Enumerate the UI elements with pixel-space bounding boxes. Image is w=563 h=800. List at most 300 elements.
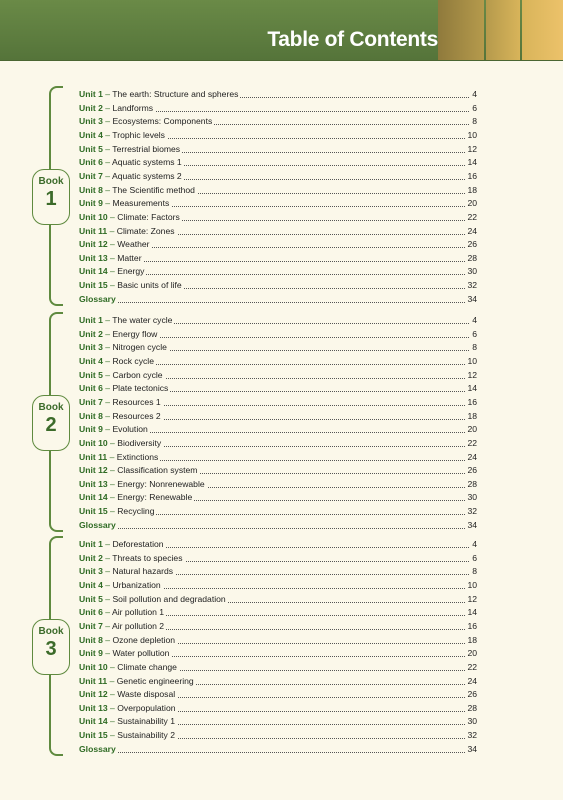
book-label-word: Book [38, 626, 64, 638]
page-number: 32 [467, 730, 477, 741]
toc-entry[interactable] [79, 715, 477, 728]
toc-entry[interactable] [79, 279, 477, 292]
unit-code: Unit 12 [79, 465, 108, 476]
entry-heading [79, 238, 152, 251]
entry-heading [79, 743, 118, 756]
entry-heading [79, 396, 163, 409]
page-number: 8 [472, 566, 477, 577]
unit-code: Unit 14 [79, 266, 108, 277]
page-number: 12 [467, 593, 477, 604]
unit-code: Unit 7 [79, 620, 103, 631]
page-number: 10 [467, 129, 477, 140]
dash-separator: – [102, 184, 113, 195]
unit-code: Unit 2 [79, 102, 103, 113]
unit-title: The earth: Structure and spheres [112, 89, 239, 99]
page-number: 12 [467, 369, 477, 380]
dash-separator: – [102, 143, 113, 154]
unit-code: Unit 4 [79, 355, 103, 366]
toc-entry[interactable] [79, 341, 477, 354]
entry-heading [79, 491, 194, 504]
unit-code: Glossary [79, 293, 116, 304]
page-number: 34 [467, 519, 477, 530]
entry-heading [79, 170, 184, 183]
toc-entry[interactable] [79, 647, 477, 660]
toc-entry[interactable] [79, 743, 477, 756]
dash-separator: – [107, 437, 118, 448]
toc-entry[interactable] [79, 355, 477, 368]
toc-entry[interactable] [79, 451, 477, 464]
toc-entry[interactable] [79, 579, 477, 592]
dash-separator: – [107, 465, 118, 476]
book-section [0, 314, 563, 532]
page-number: 20 [467, 424, 477, 435]
unit-title: Carbon cycle [112, 369, 163, 380]
page-number: 4 [472, 539, 477, 549]
entry-heading [79, 478, 207, 491]
dash-separator: – [102, 129, 113, 140]
page-number: 14 [467, 383, 477, 394]
page-number: 20 [467, 648, 477, 659]
unit-code: Glossary [79, 743, 116, 754]
toc-entry[interactable] [79, 688, 477, 701]
unit-title: Air pollution 1 [111, 607, 165, 618]
dash-separator: – [102, 648, 113, 659]
page-number: 12 [467, 143, 477, 154]
unit-code: Unit 3 [79, 566, 103, 577]
unit-code: Unit 4 [79, 579, 103, 590]
dash-separator: – [102, 579, 113, 590]
entry-heading [79, 293, 118, 306]
toc-entry[interactable] [79, 519, 477, 532]
unit-title: Weather [117, 239, 150, 250]
unit-title: Recycling [117, 506, 155, 517]
entry-heading [79, 410, 163, 423]
unit-code: Unit 11 [79, 451, 108, 462]
unit-title: Nitrogen cycle [112, 342, 167, 353]
dash-separator: – [107, 675, 117, 686]
dash-separator: – [107, 716, 118, 727]
unit-title: Climate: Factors [117, 211, 180, 222]
dot-leader [79, 528, 469, 529]
page-title: Table of Contents [267, 28, 438, 51]
unit-title: Evolution [112, 424, 148, 435]
entry-heading [79, 620, 166, 633]
page-number: 28 [467, 702, 477, 713]
page-number: 14 [467, 607, 477, 618]
entry-heading [79, 184, 197, 197]
decorative-strip [522, 0, 563, 60]
unit-title: Measurements [112, 198, 170, 209]
toc-entry[interactable] [79, 129, 477, 142]
entry-heading [79, 279, 184, 292]
dash-separator: – [102, 593, 113, 604]
book-label-word: Book [38, 176, 64, 188]
entry-heading [79, 538, 166, 551]
dash-separator: – [107, 266, 118, 277]
toc-entry[interactable] [79, 505, 477, 518]
toc-entry[interactable] [79, 538, 477, 551]
entry-heading [79, 102, 155, 115]
unit-code: Unit 9 [79, 648, 103, 659]
toc-entry[interactable] [79, 143, 477, 156]
entry-heading [79, 314, 174, 327]
unit-title: Air pollution 2 [111, 620, 165, 631]
unit-title: The water cycle [112, 315, 173, 325]
unit-title: Aquatic systems 2 [111, 170, 182, 181]
toc-entry[interactable] [79, 382, 477, 395]
unit-title: Terrestrial biomes [112, 143, 181, 154]
unit-title: Threats to species [112, 552, 183, 563]
entry-heading [79, 593, 228, 606]
dash-separator: – [107, 451, 117, 462]
unit-title: Landforms [112, 102, 154, 113]
page-number: 24 [467, 451, 477, 462]
page-number: 10 [467, 579, 477, 590]
page-number: 6 [472, 328, 477, 339]
entry-heading [79, 519, 118, 532]
page-number: 34 [467, 293, 477, 304]
dash-separator: – [107, 492, 118, 503]
dash-separator: – [102, 170, 112, 181]
page-number: 8 [472, 116, 477, 127]
book-label-number: 1 [45, 188, 57, 211]
unit-code: Unit 8 [79, 634, 103, 645]
toc-entry[interactable] [79, 265, 477, 278]
page-number: 16 [467, 170, 477, 181]
unit-code: Unit 5 [79, 369, 103, 380]
entry-heading [79, 437, 163, 450]
unit-title: Energy: Nonrenewable [117, 478, 205, 489]
dash-separator: – [102, 315, 113, 325]
entry-heading [79, 355, 156, 368]
unit-code: Unit 1 [79, 315, 103, 325]
page-number: 14 [467, 157, 477, 168]
page-number: 4 [472, 315, 477, 325]
entry-heading [79, 675, 196, 688]
entry-heading [79, 634, 177, 647]
unit-title: Climate: Zones [116, 225, 175, 236]
dash-separator: – [107, 661, 118, 672]
unit-code: Unit 13 [79, 252, 108, 263]
book-label-number: 2 [45, 414, 57, 437]
unit-title: Rock cycle [112, 355, 154, 366]
entry-heading [79, 369, 165, 382]
unit-title: Sustainability 1 [117, 716, 176, 727]
unit-title: Basic units of life [117, 280, 182, 291]
book-label [32, 619, 70, 675]
dash-separator: – [107, 506, 118, 517]
page-number: 20 [467, 198, 477, 209]
dot-leader [79, 752, 469, 753]
unit-title: Energy flow [112, 328, 158, 339]
unit-code: Unit 11 [79, 225, 108, 236]
book-label-word: Book [38, 402, 64, 414]
toc-entry[interactable] [79, 593, 477, 606]
unit-title: Trophic levels [112, 129, 165, 140]
unit-code: Unit 8 [79, 184, 103, 195]
unit-code: Unit 6 [79, 607, 103, 618]
unit-title: Water pollution [112, 648, 170, 659]
dash-separator: – [102, 396, 113, 407]
dash-separator: – [102, 355, 113, 366]
page-number: 24 [467, 675, 477, 686]
entry-heading [79, 715, 177, 728]
unit-code: Unit 4 [79, 129, 103, 140]
entry-heading [79, 143, 182, 156]
entry-heading [79, 341, 169, 354]
unit-title: Matter [117, 252, 142, 263]
entry-heading [79, 211, 182, 224]
unit-title: Energy [117, 266, 145, 277]
entry-heading [79, 423, 150, 436]
toc-entry[interactable] [79, 491, 477, 504]
unit-title: Sustainability 2 [117, 730, 176, 741]
toc-entry[interactable] [79, 156, 477, 169]
toc-entry[interactable] [79, 410, 477, 423]
dash-separator: – [102, 383, 113, 394]
unit-code: Unit 2 [79, 328, 103, 339]
page-number: 26 [467, 689, 477, 700]
toc-entry[interactable] [79, 396, 477, 409]
toc-entry[interactable] [79, 238, 477, 251]
unit-title: Urbanization [112, 579, 161, 590]
page-number: 22 [467, 437, 477, 448]
toc-entry[interactable] [79, 184, 477, 197]
toc-entry[interactable] [79, 102, 477, 115]
page-number: 32 [467, 506, 477, 517]
page-number: 30 [467, 266, 477, 277]
toc-entry[interactable] [79, 115, 477, 128]
dash-separator: – [102, 328, 113, 339]
unit-title: Ozone depletion [112, 634, 176, 645]
toc-entry[interactable] [79, 552, 477, 565]
unit-code: Unit 13 [79, 478, 108, 489]
dash-separator: – [102, 424, 113, 435]
unit-code: Unit 10 [79, 437, 108, 448]
page-number: 24 [467, 225, 477, 236]
unit-title: Ecosystems: Components [112, 116, 213, 127]
dot-leader [79, 302, 469, 303]
unit-title: Plate tectonics [112, 383, 169, 394]
page-number: 18 [467, 184, 477, 195]
toc-entry[interactable] [79, 314, 477, 327]
page-number: 22 [467, 211, 477, 222]
unit-code: Unit 2 [79, 552, 103, 563]
unit-code: Unit 6 [79, 383, 103, 394]
dash-separator: – [102, 369, 113, 380]
page-number: 28 [467, 252, 477, 263]
toc-entry[interactable] [79, 478, 477, 491]
entry-heading [79, 661, 179, 674]
dash-separator: – [102, 102, 113, 113]
page-number: 28 [467, 478, 477, 489]
entry-heading [79, 464, 199, 477]
dash-separator: – [102, 566, 113, 577]
toc-entry[interactable] [79, 565, 477, 578]
decorative-strip [486, 0, 520, 60]
unit-title: Natural hazards [112, 566, 174, 577]
toc-entry[interactable] [79, 702, 477, 715]
entry-heading [79, 382, 170, 395]
dash-separator: – [102, 607, 112, 618]
dash-separator: – [102, 620, 112, 631]
dash-separator: – [102, 410, 113, 421]
toc-entry[interactable] [79, 369, 477, 382]
book-section [0, 88, 563, 306]
page-number: 32 [467, 280, 477, 291]
entry-heading [79, 328, 159, 341]
decorative-strip [438, 0, 484, 60]
toc-entry[interactable] [79, 252, 477, 265]
unit-code: Unit 3 [79, 342, 103, 353]
unit-code: Unit 10 [79, 661, 108, 672]
toc-entry[interactable] [79, 293, 477, 306]
toc-entry[interactable] [79, 328, 477, 341]
unit-code: Unit 15 [79, 280, 108, 291]
unit-title: Energy: Renewable [117, 492, 193, 503]
page-number: 10 [467, 355, 477, 366]
dash-separator: – [107, 280, 118, 291]
unit-title: Classification system [117, 465, 198, 476]
unit-code: Unit 6 [79, 157, 103, 168]
entry-heading [79, 115, 214, 128]
entry-heading [79, 729, 177, 742]
page-number: 26 [467, 465, 477, 476]
toc-entry[interactable] [79, 423, 477, 436]
unit-code: Unit 9 [79, 424, 103, 435]
entry-heading [79, 252, 144, 265]
book-label-number: 3 [45, 638, 57, 661]
header-banner [0, 0, 563, 61]
dash-separator: – [102, 198, 113, 209]
unit-title: Resources 2 [112, 410, 161, 421]
entry-heading [79, 129, 167, 142]
dash-separator: – [107, 211, 118, 222]
unit-code: Unit 11 [79, 675, 108, 686]
unit-code: Unit 7 [79, 170, 103, 181]
unit-code: Glossary [79, 519, 116, 530]
unit-title: Biodiversity [117, 437, 162, 448]
entry-heading [79, 647, 171, 660]
page-number: 8 [472, 342, 477, 353]
dash-separator: – [107, 252, 118, 263]
entry-heading [79, 579, 163, 592]
unit-title: Resources 1 [112, 396, 161, 407]
unit-code: Unit 10 [79, 211, 108, 222]
toc-entry[interactable] [79, 225, 477, 238]
entry-heading [79, 505, 156, 518]
page-number: 22 [467, 661, 477, 672]
dash-separator: – [102, 157, 112, 168]
toc-entry[interactable] [79, 437, 477, 450]
book-section [0, 538, 563, 756]
unit-code: Unit 14 [79, 716, 108, 727]
entry-heading [79, 451, 160, 464]
entry-heading [79, 565, 175, 578]
page-number: 6 [472, 102, 477, 113]
page-number: 18 [467, 634, 477, 645]
dash-separator: – [102, 634, 113, 645]
unit-code: Unit 15 [79, 730, 108, 741]
dash-separator: – [102, 539, 113, 549]
toc-entry[interactable] [79, 729, 477, 742]
unit-title: Deforestation [112, 539, 164, 549]
dash-separator: – [107, 702, 118, 713]
entry-heading [79, 225, 177, 238]
page-number: 18 [467, 410, 477, 421]
unit-title: Soil pollution and degradation [112, 593, 226, 604]
page-number: 16 [467, 620, 477, 631]
toc-entry[interactable] [79, 606, 477, 619]
dash-separator: – [102, 116, 113, 127]
dash-separator: – [102, 89, 113, 99]
dash-separator: – [107, 478, 118, 489]
entry-heading [79, 197, 171, 210]
page-number: 26 [467, 239, 477, 250]
dash-separator: – [107, 239, 118, 250]
entry-heading [79, 88, 240, 101]
page-number: 30 [467, 492, 477, 503]
page-number: 16 [467, 396, 477, 407]
toc-entry[interactable] [79, 88, 477, 101]
unit-title: Genetic engineering [116, 675, 194, 686]
toc-entry[interactable] [79, 464, 477, 477]
unit-code: Unit 12 [79, 689, 108, 700]
entry-heading [79, 606, 166, 619]
unit-title: Overpopulation [117, 702, 176, 713]
page-number: 30 [467, 716, 477, 727]
toc-entry[interactable] [79, 197, 477, 210]
unit-code: Unit 5 [79, 143, 103, 154]
unit-title: The Scientific method [112, 184, 195, 195]
entry-heading [79, 265, 146, 278]
unit-title: Aquatic systems 1 [111, 157, 182, 168]
unit-code: Unit 7 [79, 396, 103, 407]
toc-entry[interactable] [79, 634, 477, 647]
toc-entry[interactable] [79, 170, 477, 183]
dash-separator: – [102, 342, 113, 353]
dash-separator: – [107, 689, 118, 700]
unit-code: Unit 8 [79, 410, 103, 421]
page-number: 6 [472, 552, 477, 563]
book-label [32, 169, 70, 225]
entry-heading [79, 156, 184, 169]
unit-code: Unit 14 [79, 492, 108, 503]
entry-heading [79, 702, 178, 715]
page-number: 4 [472, 89, 477, 99]
toc-entry[interactable] [79, 661, 477, 674]
toc-entry[interactable] [79, 675, 477, 688]
toc-entry[interactable] [79, 211, 477, 224]
entry-heading [79, 552, 185, 565]
unit-code: Unit 5 [79, 593, 103, 604]
unit-code: Unit 12 [79, 239, 108, 250]
toc-entry[interactable] [79, 620, 477, 633]
unit-code: Unit 15 [79, 506, 108, 517]
unit-code: Unit 9 [79, 198, 103, 209]
unit-code: Unit 13 [79, 702, 108, 713]
page-number: 34 [467, 743, 477, 754]
unit-code: Unit 3 [79, 116, 103, 127]
dash-separator: – [107, 730, 118, 741]
dash-separator: – [102, 552, 113, 563]
unit-title: Climate change [117, 661, 177, 672]
unit-title: Extinctions [116, 451, 159, 462]
entry-heading [79, 688, 177, 701]
book-label [32, 395, 70, 451]
unit-title: Waste disposal [117, 689, 176, 700]
unit-code: Unit 1 [79, 539, 103, 549]
